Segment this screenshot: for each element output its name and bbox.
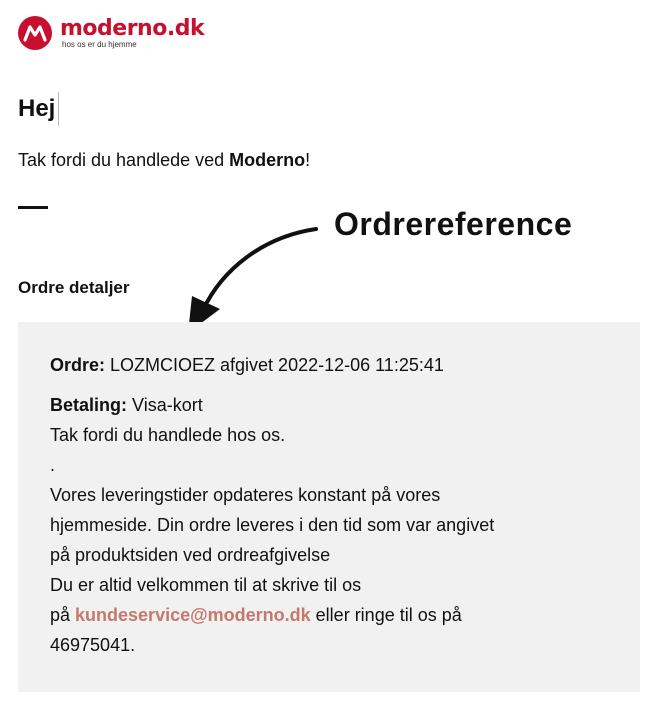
details-text-line: . (50, 455, 56, 475)
logo-name: moderno.dk (60, 15, 205, 41)
order-reference-line (50, 350, 610, 380)
details-text-line: Vores leveringstider opdateres konstant på vores (50, 485, 441, 505)
thanks-suffix: ! (305, 150, 311, 170)
details-text-line: Du er altid velkommen til at skrive til os (50, 575, 362, 595)
customer-service-email-link[interactable]: kundeservice@moderno.dk (75, 605, 311, 625)
contact-middle: eller ringe til os på (310, 605, 462, 625)
thanks-brand: Moderno (229, 150, 306, 170)
order-details-box (18, 322, 640, 692)
details-text-line: hjemmeside. Din ordre leveres i den tid som var angivet (50, 515, 495, 535)
payment-line (50, 390, 610, 420)
contact-prefix: på (50, 605, 76, 625)
details-text-line: på produktsiden ved ordreafgivelse (50, 545, 331, 565)
payment-value: Visa-kort (127, 395, 203, 415)
order-label: Ordre: (50, 355, 106, 375)
greeting-heading: Hej (18, 92, 59, 126)
thanks-prefix: Tak fordi du handlede ved (18, 150, 230, 170)
payment-label: Betaling: (50, 395, 128, 415)
phone-line (50, 630, 610, 660)
logo-tagline: hos os er du hjemme (62, 39, 137, 49)
contact-line (50, 600, 610, 630)
phone-suffix: . (130, 635, 136, 655)
phone-number: 46975041 (50, 635, 131, 655)
details-text-line: Tak fordi du handlede hos os. (50, 425, 286, 445)
order-details-title: Ordre detaljer (18, 278, 130, 297)
order-reference-value: LOZMCIOEZ afgivet 2022-12-06 11:25:41 (105, 355, 444, 375)
annotation-label: Ordrereference (334, 206, 573, 242)
